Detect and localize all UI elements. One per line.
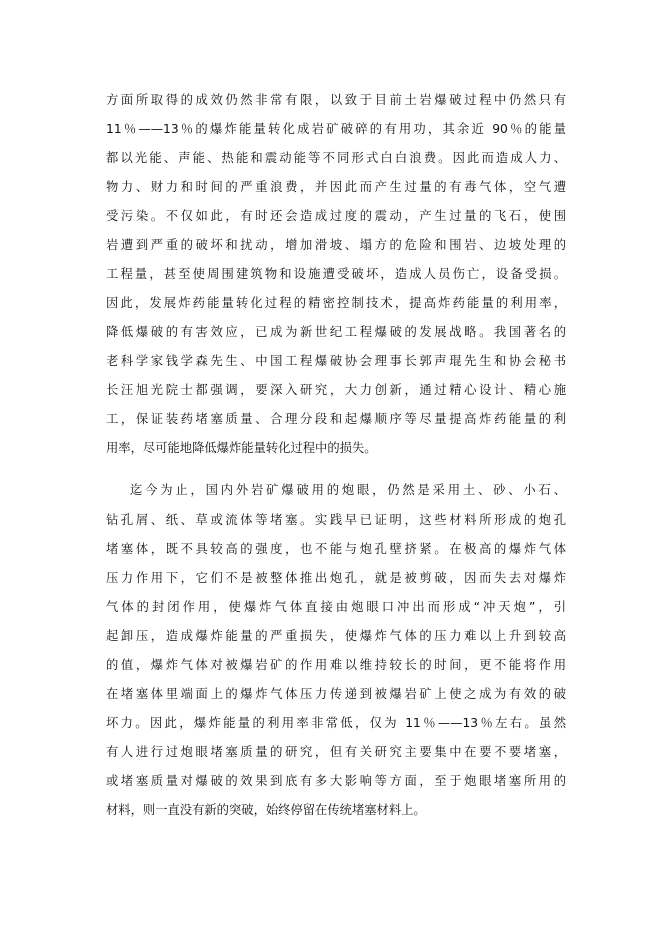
text-line: 工程量，甚至使周围建筑物和设施遭受破坏，造成人员伤亡，设备受损。: [106, 267, 566, 281]
text-line: 受污染。不仅如此，有时还会造成过度的震动，产生过量的飞石，使围: [106, 209, 566, 223]
text-line: 11％——13％的爆炸能量转化成岩矿破碎的有用功，其余近 90％的能量: [106, 122, 566, 136]
text-line: 钻孔屑、纸、草或流体等堵塞。实践早已证明，这些材料所形成的炮孔: [106, 513, 566, 527]
text-line: 或堵塞质量对爆破的效果到底有多大影响等方面，至于炮眼堵塞所用的: [106, 774, 566, 788]
text-line: 因此，发展炸药能量转化过程的精密控制技术，提高炸药能量的利用率，: [106, 296, 566, 310]
text-line: 压力作用下，它们不是被整体推出炮孔，就是被剪破，因而失去对爆炸: [106, 571, 566, 585]
text-line: 都以光能、声能、热能和震动能等不同形式白白浪费。因此而造成人力、: [106, 151, 566, 165]
text-line: 物力、财力和时间的严重浪费，并因此而产生过量的有毒气体，空气遭: [106, 180, 566, 194]
text-line: 坏力。因此，爆炸能量的利用率非常低，仅为 11％——13％左右。虽然: [106, 716, 566, 730]
text-line: 岩遭到严重的破坏和扰动，增加滑坡、塌方的危险和围岩、边坡处理的: [106, 238, 566, 252]
text-line: 老科学家钱学森先生、中国工程爆破协会理事长郭声琨先生和协会秘书: [106, 354, 566, 368]
text-line: 方面所取得的成效仍然非常有限，以致于目前土岩爆破过程中仍然只有: [106, 93, 566, 107]
text-line: 降低爆破的有害效应，已成为新世纪工程爆破的发展战略。我国著名的: [106, 325, 566, 339]
text-line: 气体的封闭作用，使爆炸气体直接由炮眼口冲出而形成“冲天炮”，引: [106, 600, 566, 614]
text-line: 起卸压，造成爆炸能量的严重损失，使爆炸气体的压力难以上升到较高: [106, 629, 566, 643]
text-line: 长汪旭光院士都强调，要深入研究，大力创新，通过精心设计、精心施: [106, 383, 566, 397]
text-line: 迄今为止，国内外岩矿爆破用的炮眼，仍然是采用土、砂、小石、: [130, 483, 566, 497]
text-line: 堵塞体，既不具较高的强度，也不能与炮孔壁挤紧。在极高的爆炸气体: [106, 542, 566, 556]
text-line: 材料，则一直没有新的突破，始终停留在传统堵塞材料上。: [106, 803, 426, 817]
text-line: 工，保证装药堵塞质量、合理分段和起爆顺序等尽量提高炸药能量的利: [106, 412, 566, 426]
text-line: 用率，尽可能地降低爆炸能量转化过程中的损失。: [106, 441, 377, 455]
text-line: 有人进行过炮眼堵塞质量的研究，但有关研究主要集中在要不要堵塞，: [106, 745, 566, 759]
text-line: 的值，爆炸气体对被爆岩矿的作用难以维持较长的时间，更不能将作用: [106, 658, 566, 672]
text-line: 在堵塞体里端面上的爆炸气体压力传递到被爆岩矿上使之成为有效的破: [106, 687, 566, 701]
